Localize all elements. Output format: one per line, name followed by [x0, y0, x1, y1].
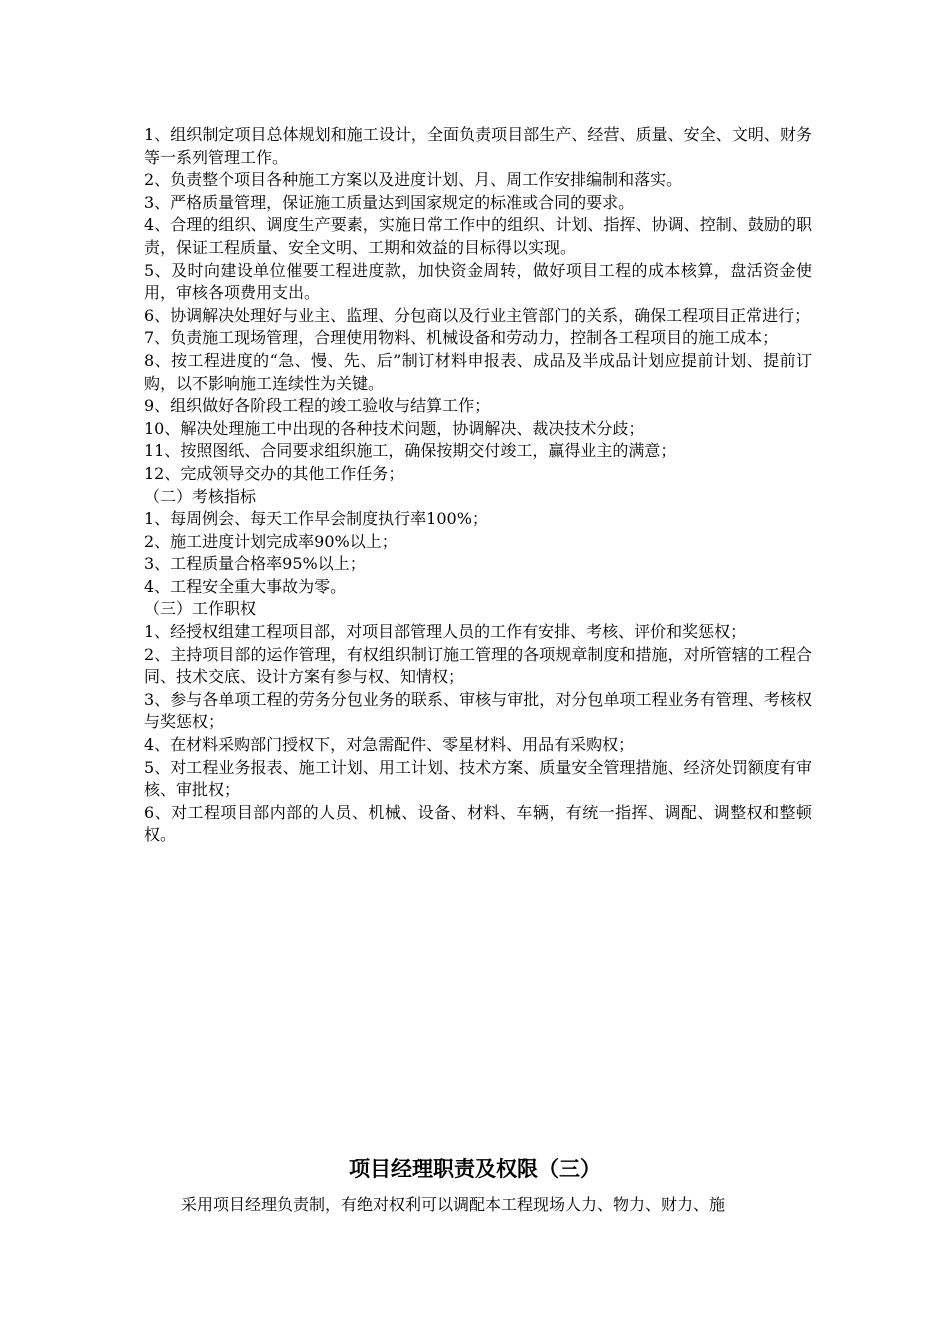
paragraph: 7、负责施工现场管理，合理使用物料、机械设备和劳动力，控制各工程项目的施工成本； [144, 328, 779, 348]
paragraph: 4、工程安全重大事故为零。 [144, 576, 347, 596]
section-heading: （二）考核指标 [144, 486, 257, 506]
paragraph: 1、每周例会、每天工作早会制度执行率100%； [144, 509, 488, 529]
intro-paragraph: 采用项目经理负责制，有绝对权利可以调配本工程现场人力、物力、财力、施 [181, 1195, 726, 1214]
paragraph: 2、负责整个项目各种施工方案以及进度计划、月、周工作安排编制和落实。 [144, 170, 683, 190]
paragraph: 5、对工程业务报表、施工计划、用工计划、技术方案、质量安全管理措施、经济处罚额度有审核、审批权； [144, 757, 812, 800]
paragraph: 3、参与各单项工程的劳务分包业务的联系、审核与审批，对分包单项工程业务有管理、考核权与奖惩权； [144, 689, 812, 732]
paragraph: 3、严格质量管理，保证施工质量达到国家规定的标准或合同的要求。 [144, 192, 635, 212]
paragraph: 1、组织制定项目总体规划和施工设计，全面负责项目部生产、经营、质量、安全、文明、财务等一系列管理工作。 [144, 125, 812, 167]
section-heading: （三）工作职权 [144, 599, 257, 619]
section-title: 项目经理职责及权限（三） [349, 1157, 601, 1181]
paragraph: 1、经授权组建工程项目部，对项目部管理人员的工作有安排、考核、评价和奖惩权； [144, 622, 747, 642]
paragraph: 6、协调解决处理好与业主、监理、分包商以及行业主管部门的关系，确保工程项目正常进行； [144, 305, 811, 325]
body-text [144, 124, 812, 847]
paragraph: 4、在材料采购部门授权下，对急需配件、零星材料、用品有采购权； [144, 735, 635, 755]
paragraph: 6、对工程项目部内部的人员、机械、设备、材料、车辆，有统一指挥、调配、调整权和整顿权。 [144, 802, 812, 845]
paragraph: 10、解决处理施工中出现的各种技术问题，协调解决、裁决技术分歧； [144, 418, 645, 438]
paragraph: 5、及时向建设单位催要工程进度款，加快资金周转，做好项目工程的成本核算，盘活资金使用，审核各项费用支出。 [144, 260, 812, 303]
paragraph: 9、组织做好各阶段工程的竣工验收与结算工作； [144, 396, 491, 416]
paragraph: 8、按工程进度的“急、慢、先、后”制订材料申报表、成品及半成品计划应提前计划、提前订购，以不影响施工连续性为关键。 [144, 350, 812, 393]
paragraph: 3、工程质量合格率95%以上； [144, 554, 366, 574]
paragraph: 2、施工进度计划完成率90%以上； [144, 531, 398, 551]
paragraph: 12、完成领导交办的其他工作任务； [144, 463, 405, 483]
paragraph: 4、合理的组织、调度生产要素，实施日常工作中的组织、计划、指挥、协调、控制、鼓励的职责，保证工程质量、安全文明、工期和效益的目标得以实现。 [144, 215, 812, 257]
paragraph: 2、主持项目部的运作管理，有权组织制订施工管理的各项规章制度和措施，对所管辖的工程合同、技术交底、设计方案有参与权、知情权； [144, 644, 812, 687]
paragraph: 11、按照图纸、合同要求组织施工，确保按期交付竣工，赢得业主的满意； [144, 441, 677, 461]
